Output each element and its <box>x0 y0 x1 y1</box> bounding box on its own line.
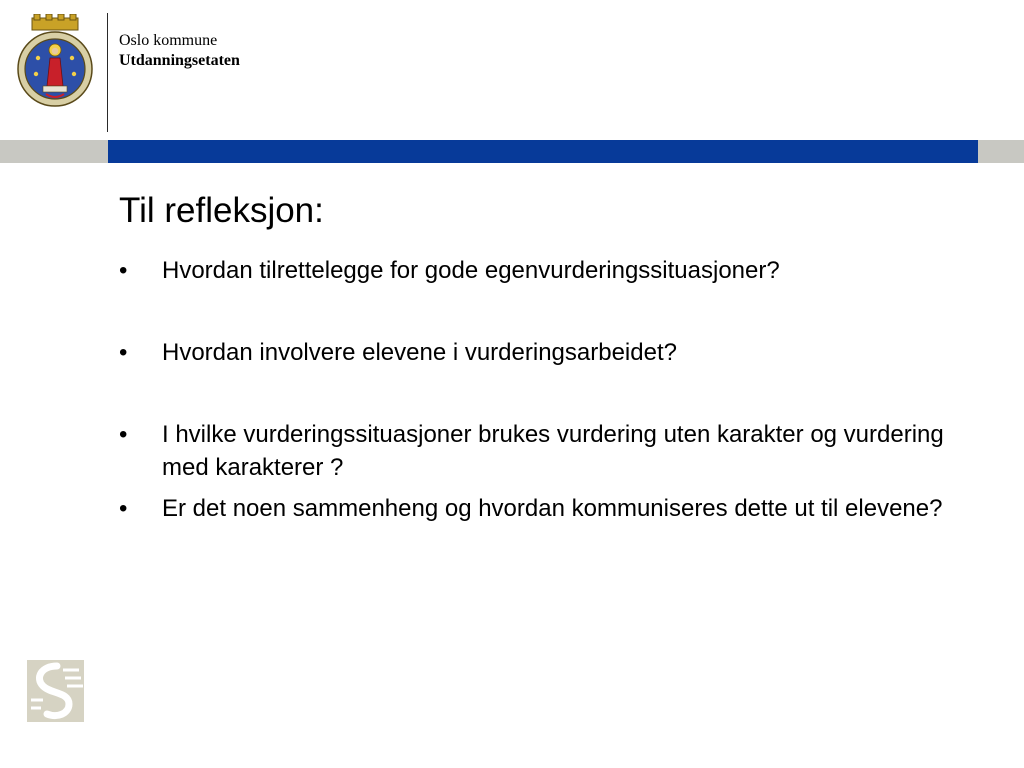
header-divider <box>107 13 108 132</box>
bullet-item <box>119 254 989 287</box>
bullet-dot: • <box>119 339 128 366</box>
oslo-city-seal-icon <box>16 14 94 114</box>
bullet-dot: • <box>119 495 128 522</box>
org-name-line2: Utdanningsetaten <box>119 52 240 69</box>
bullet-item <box>119 336 989 369</box>
header-band-blue <box>108 140 978 163</box>
bullet-text: I hvilke vurderingssituasjoner brukes vurdering uten karakter og vurdering med karakterer ? <box>162 421 944 481</box>
bullet-item <box>119 418 989 484</box>
slide-title: Til refleksjon: <box>119 191 324 230</box>
bullet-text: Er det noen sammenheng og hvordan kommuniseres dette ut til elevene? <box>162 495 943 522</box>
bullet-text: Hvordan involvere elevene i vurderingsarbeidet? <box>162 339 677 366</box>
bullet-text: Hvordan tilrettelegge for gode egenvurderingssituasjoner? <box>162 257 780 284</box>
org-name-line1: Oslo kommune <box>119 32 218 49</box>
organization-name <box>119 31 240 71</box>
oslo-kommune-mark-icon <box>27 660 84 722</box>
bullet-dot: • <box>119 421 128 448</box>
bullet-list <box>119 254 989 525</box>
bullet-item <box>119 492 989 525</box>
bullet-dot: • <box>119 257 128 284</box>
